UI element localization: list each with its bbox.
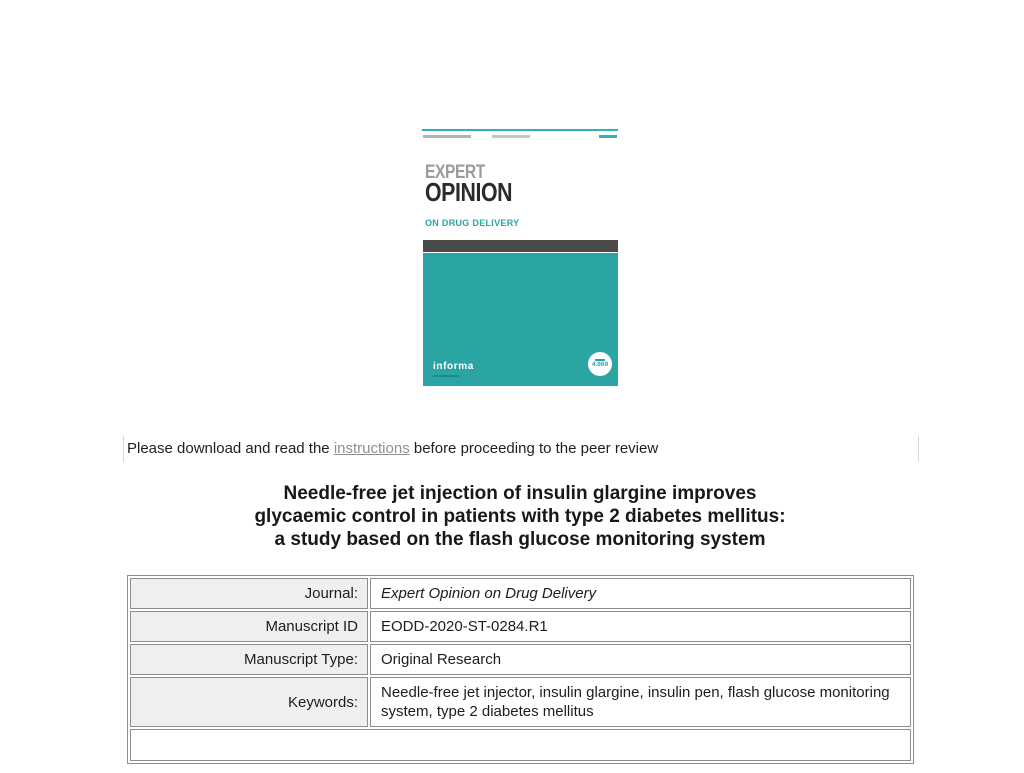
cover-journal-name-main: OPINION (425, 177, 513, 207)
table-row-journal (130, 578, 911, 609)
keywords-label: Keywords: (130, 677, 368, 727)
manuscript-id-value: EODD-2020-ST-0284.R1 (370, 611, 911, 642)
manuscript-title-line-2: glycaemic control in patients with type 2 diabetes mellitus: (254, 506, 786, 527)
impact-factor-badge (588, 352, 612, 376)
notice-text-prefix: Please download and read the (127, 440, 334, 457)
review-notice-bar (123, 436, 919, 462)
manuscript-title (8, 482, 1024, 551)
journal-label: Journal: (130, 578, 368, 609)
cover-masthead-meta-left (423, 135, 471, 138)
cover-teal-panel (423, 253, 618, 386)
manuscript-title-line-1: Needle-free jet injection of insulin glargine improves (283, 483, 757, 504)
publisher-logo-subtext (433, 375, 459, 377)
table-row-manuscript-type (130, 644, 911, 675)
cover-top-rule (422, 129, 618, 131)
table-row-keywords (130, 677, 911, 727)
instructions-link[interactable]: instructions (333, 440, 410, 457)
keywords-value: Needle-free jet injector, insulin glargine, insulin pen, flash glucose monitoring system, type 2 diabetes mellitus (370, 677, 911, 727)
manuscript-type-value: Original Research (370, 644, 911, 675)
cover-journal-section: ON DRUG DELIVERY (425, 218, 520, 228)
manuscript-id-label: Manuscript ID (130, 611, 368, 642)
journal-value: Expert Opinion on Drug Delivery (370, 578, 911, 609)
journal-cover-image (420, 126, 620, 388)
notice-text-suffix: before proceeding to the peer review (409, 440, 659, 457)
cover-journal-name-top: EXPERT (425, 162, 485, 183)
manuscript-details-table (127, 575, 914, 764)
cover-masthead-meta-center (492, 135, 530, 138)
table-row-manuscript-id (130, 611, 911, 642)
impact-factor-value: 4.869 (591, 361, 609, 369)
manuscript-type-label: Manuscript Type: (130, 644, 368, 675)
publisher-logo: informa (433, 361, 474, 372)
cover-masthead-meta-right (599, 135, 617, 138)
table-row-empty (130, 729, 911, 761)
manuscript-title-line-3: a study based on the flash glucose monitoring system (274, 529, 766, 550)
empty-row-cell (130, 729, 911, 761)
cover-dark-band (423, 240, 618, 252)
